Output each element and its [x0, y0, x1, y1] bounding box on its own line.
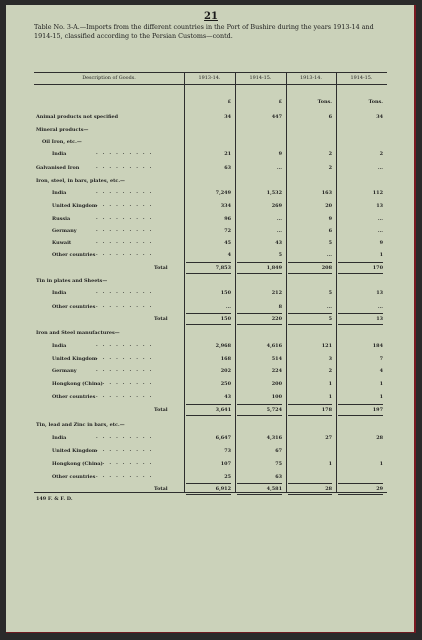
row-label: Hongkong (China) — [52, 461, 103, 467]
row-value: ... — [225, 304, 231, 310]
row-value: 163 — [321, 190, 332, 196]
row-value: ... — [377, 228, 383, 234]
row-value: 250 — [220, 381, 231, 387]
leader-dots: ········· — [96, 228, 157, 234]
row-value: 2 — [328, 368, 332, 374]
row-value: 112 — [372, 190, 383, 196]
total-rule — [237, 324, 282, 325]
leader-dots: ········· — [96, 203, 157, 209]
row-label: Animal products not specified — [36, 114, 119, 120]
row-value: ... — [377, 304, 383, 310]
table-bottom-rule — [34, 492, 387, 493]
subtotal-rule — [237, 404, 282, 405]
subtotal-rule — [288, 262, 332, 263]
row-label: United Kingdom — [52, 356, 98, 362]
row-value: 4,616 — [266, 343, 282, 349]
row-value: 168 — [220, 356, 231, 362]
row-label: Other countries — [52, 394, 96, 400]
leader-dots: ········· — [96, 290, 157, 296]
total-label: Total — [154, 486, 168, 492]
row-value: 7 — [379, 356, 383, 362]
subtotal-rule — [288, 483, 332, 484]
row-value: 6 — [328, 114, 332, 120]
subtotal-rule — [288, 313, 332, 314]
subtotal-rule — [186, 404, 231, 405]
subtotal-rule — [338, 313, 383, 314]
total-value: 5,724 — [266, 407, 282, 413]
subtotal-rule — [186, 262, 231, 263]
row-value: ... — [276, 228, 282, 234]
leader-dots: ········· — [96, 474, 157, 480]
row-value: 5 — [278, 252, 282, 258]
total-rule — [186, 324, 231, 325]
row-label: Other countries — [52, 474, 96, 480]
row-value: 28 — [376, 435, 383, 441]
row-value: 45 — [224, 240, 231, 246]
row-label: Mineral products— — [36, 127, 89, 133]
subtotal-rule — [338, 483, 383, 484]
total-value: 170 — [372, 265, 383, 271]
total-value: 6,912 — [215, 486, 231, 492]
row-label: Tin in plates and Sheets— — [36, 278, 108, 284]
row-value: 63 — [224, 165, 231, 171]
unit-label: £ — [278, 99, 282, 105]
row-label: India — [52, 190, 67, 196]
total-rule — [186, 273, 231, 274]
subtotal-rule — [237, 262, 282, 263]
column-divider — [184, 72, 185, 493]
imports-table — [34, 72, 387, 493]
row-value: 150 — [220, 290, 231, 296]
row-value: 6 — [328, 228, 332, 234]
row-label: India — [52, 435, 67, 441]
row-value: ... — [377, 165, 383, 171]
total-rule — [186, 415, 231, 416]
row-value: 202 — [220, 368, 231, 374]
row-value: 1 — [328, 394, 332, 400]
total-rule — [288, 324, 332, 325]
row-label: Russia — [52, 216, 71, 222]
row-value: 184 — [372, 343, 383, 349]
total-value: 28 — [325, 486, 332, 492]
row-value: 13 — [376, 290, 383, 296]
row-label: Tin, lead and Zinc in bars, etc.— — [36, 422, 125, 428]
total-value: 150 — [220, 316, 231, 322]
row-value: 4,316 — [266, 435, 282, 441]
leader-dots: ········· — [96, 435, 157, 441]
subtotal-rule — [237, 313, 282, 314]
row-value: 13 — [376, 203, 383, 209]
row-value: 3 — [328, 356, 332, 362]
total-value: 4,581 — [266, 486, 282, 492]
total-rule — [288, 415, 332, 416]
row-value: 1 — [379, 252, 383, 258]
row-label: Oil Iron, etc.— — [42, 139, 82, 145]
total-rule — [237, 273, 282, 274]
column-divider — [235, 72, 236, 493]
total-rule — [288, 273, 332, 274]
row-value: ... — [326, 252, 332, 258]
subtotal-rule — [338, 262, 383, 263]
row-value: 4 — [227, 252, 231, 258]
header-quantity-1913-14: 1913-14. — [300, 75, 322, 81]
subtotal-rule — [237, 483, 282, 484]
row-value: 43 — [224, 394, 231, 400]
row-label: United Kingdom — [52, 448, 98, 454]
row-value: 269 — [271, 203, 282, 209]
header-value-1914-15: 1914-15. — [249, 75, 272, 81]
row-label: Kuwait — [52, 240, 72, 246]
row-value: 2,968 — [215, 343, 231, 349]
leader-dots: ········· — [96, 304, 157, 310]
row-value: 224 — [271, 368, 282, 374]
column-divider — [336, 72, 337, 493]
row-value: 1 — [379, 381, 383, 387]
row-value: 9 — [379, 240, 383, 246]
leader-dots: ········· — [96, 240, 157, 246]
row-value: 6,647 — [215, 435, 231, 441]
leader-dots: ········· — [96, 461, 157, 467]
total-rule — [338, 415, 383, 416]
row-value: 1,532 — [266, 190, 282, 196]
leader-dots: ········· — [96, 216, 157, 222]
row-value: 2 — [328, 165, 332, 171]
total-value: 29 — [376, 486, 383, 492]
row-value: 67 — [275, 448, 282, 454]
total-value: 220 — [271, 316, 282, 322]
row-value: 25 — [224, 474, 231, 480]
row-value: 1 — [379, 461, 383, 467]
row-value: 43 — [275, 240, 282, 246]
row-value: 8 — [278, 304, 282, 310]
total-value: 178 — [321, 407, 332, 413]
row-value: 1 — [379, 394, 383, 400]
total-label: Total — [154, 265, 168, 271]
table-caption: Table No. 3-A.—Imports from the different countries in the Port of Bushire during the years 1913-14 and 1914-15, classified according to the Persian Customs—contd. — [34, 23, 374, 40]
row-value: ... — [276, 216, 282, 222]
page-number: 21 — [204, 11, 218, 22]
total-rule — [288, 494, 332, 495]
row-value: 75 — [275, 461, 282, 467]
total-rule — [338, 324, 383, 325]
subtotal-rule — [288, 404, 332, 405]
row-value: 2 — [379, 151, 383, 157]
row-label: Iron and Steel manufactures— — [36, 330, 120, 336]
row-label: Germany — [52, 368, 77, 374]
total-rule — [338, 494, 383, 495]
header-quantity-1914-15: 1914-15. — [350, 75, 373, 81]
total-value: 3,641 — [215, 407, 231, 413]
row-value: ... — [326, 304, 332, 310]
row-label: India — [52, 343, 67, 349]
row-value: 200 — [271, 381, 282, 387]
row-value: 7,249 — [215, 190, 231, 196]
row-label: Galvanised Iron — [36, 165, 80, 171]
total-label: Total — [154, 407, 168, 413]
subtotal-rule — [186, 483, 231, 484]
total-value: 197 — [372, 407, 383, 413]
unit-label: Tons. — [368, 99, 383, 105]
row-value: ... — [377, 216, 383, 222]
row-value: 73 — [224, 448, 231, 454]
row-value: 20 — [325, 203, 332, 209]
row-value: 4 — [379, 368, 383, 374]
row-value: 63 — [275, 474, 282, 480]
column-divider — [286, 72, 287, 493]
row-value: 107 — [220, 461, 231, 467]
leader-dots: ········· — [96, 381, 157, 387]
row-label: Germany — [52, 228, 77, 234]
row-value: 9 — [278, 151, 282, 157]
row-label: Hongkong (China) — [52, 381, 103, 387]
total-value: 13 — [376, 316, 383, 322]
row-label: Other countries — [52, 304, 96, 310]
header-value-1913-14: 1913-14. — [198, 75, 221, 81]
table-top-rule — [34, 72, 387, 73]
leader-dots: ········· — [96, 165, 157, 171]
row-value: ... — [276, 165, 282, 171]
total-label: Total — [154, 316, 168, 322]
row-value: 21 — [224, 151, 231, 157]
row-value: 121 — [321, 343, 332, 349]
row-value: 96 — [224, 216, 231, 222]
leader-dots: ········· — [96, 394, 157, 400]
row-value: 447 — [271, 114, 282, 120]
leader-dots: ········· — [96, 343, 157, 349]
row-value: 212 — [271, 290, 282, 296]
row-label: India — [52, 151, 67, 157]
header-description: Description of Goods. — [82, 75, 136, 81]
row-label: Other countries — [52, 252, 96, 258]
row-value: 1 — [328, 461, 332, 467]
total-value: 208 — [321, 265, 332, 271]
row-value: 27 — [325, 435, 332, 441]
total-rule — [186, 494, 231, 495]
row-value: 514 — [271, 356, 282, 362]
subtotal-rule — [338, 404, 383, 405]
document-page — [6, 5, 416, 633]
leader-dots: ········· — [96, 448, 157, 454]
row-value: 34 — [224, 114, 231, 120]
row-value: 34 — [376, 114, 383, 120]
row-value: 334 — [220, 203, 231, 209]
unit-label: £ — [227, 99, 231, 105]
row-label: India — [52, 290, 67, 296]
leader-dots: ········· — [96, 190, 157, 196]
row-value: 5 — [328, 240, 332, 246]
total-value: 7,853 — [215, 265, 231, 271]
total-value: 1,849 — [266, 265, 282, 271]
row-label: Iron, steel, in bars, plates, etc.— — [36, 178, 125, 184]
unit-label: Tons. — [317, 99, 332, 105]
row-value: 5 — [328, 290, 332, 296]
row-value: 2 — [328, 151, 332, 157]
subtotal-rule — [186, 313, 231, 314]
leader-dots: ········· — [96, 356, 157, 362]
total-rule — [338, 273, 383, 274]
leader-dots: ········· — [96, 151, 157, 157]
leader-dots: ········· — [96, 368, 157, 374]
leader-dots: ········· — [96, 252, 157, 258]
total-rule — [237, 494, 282, 495]
total-value: 5 — [328, 316, 332, 322]
row-value: 1 — [328, 381, 332, 387]
row-value: 100 — [271, 394, 282, 400]
row-value: 9 — [328, 216, 332, 222]
row-value: 72 — [224, 228, 231, 234]
row-label: United Kingdom — [52, 203, 98, 209]
printer-mark: 149 F. & F. D. — [36, 496, 73, 502]
total-rule — [237, 415, 282, 416]
header-bottom-rule — [34, 84, 387, 85]
